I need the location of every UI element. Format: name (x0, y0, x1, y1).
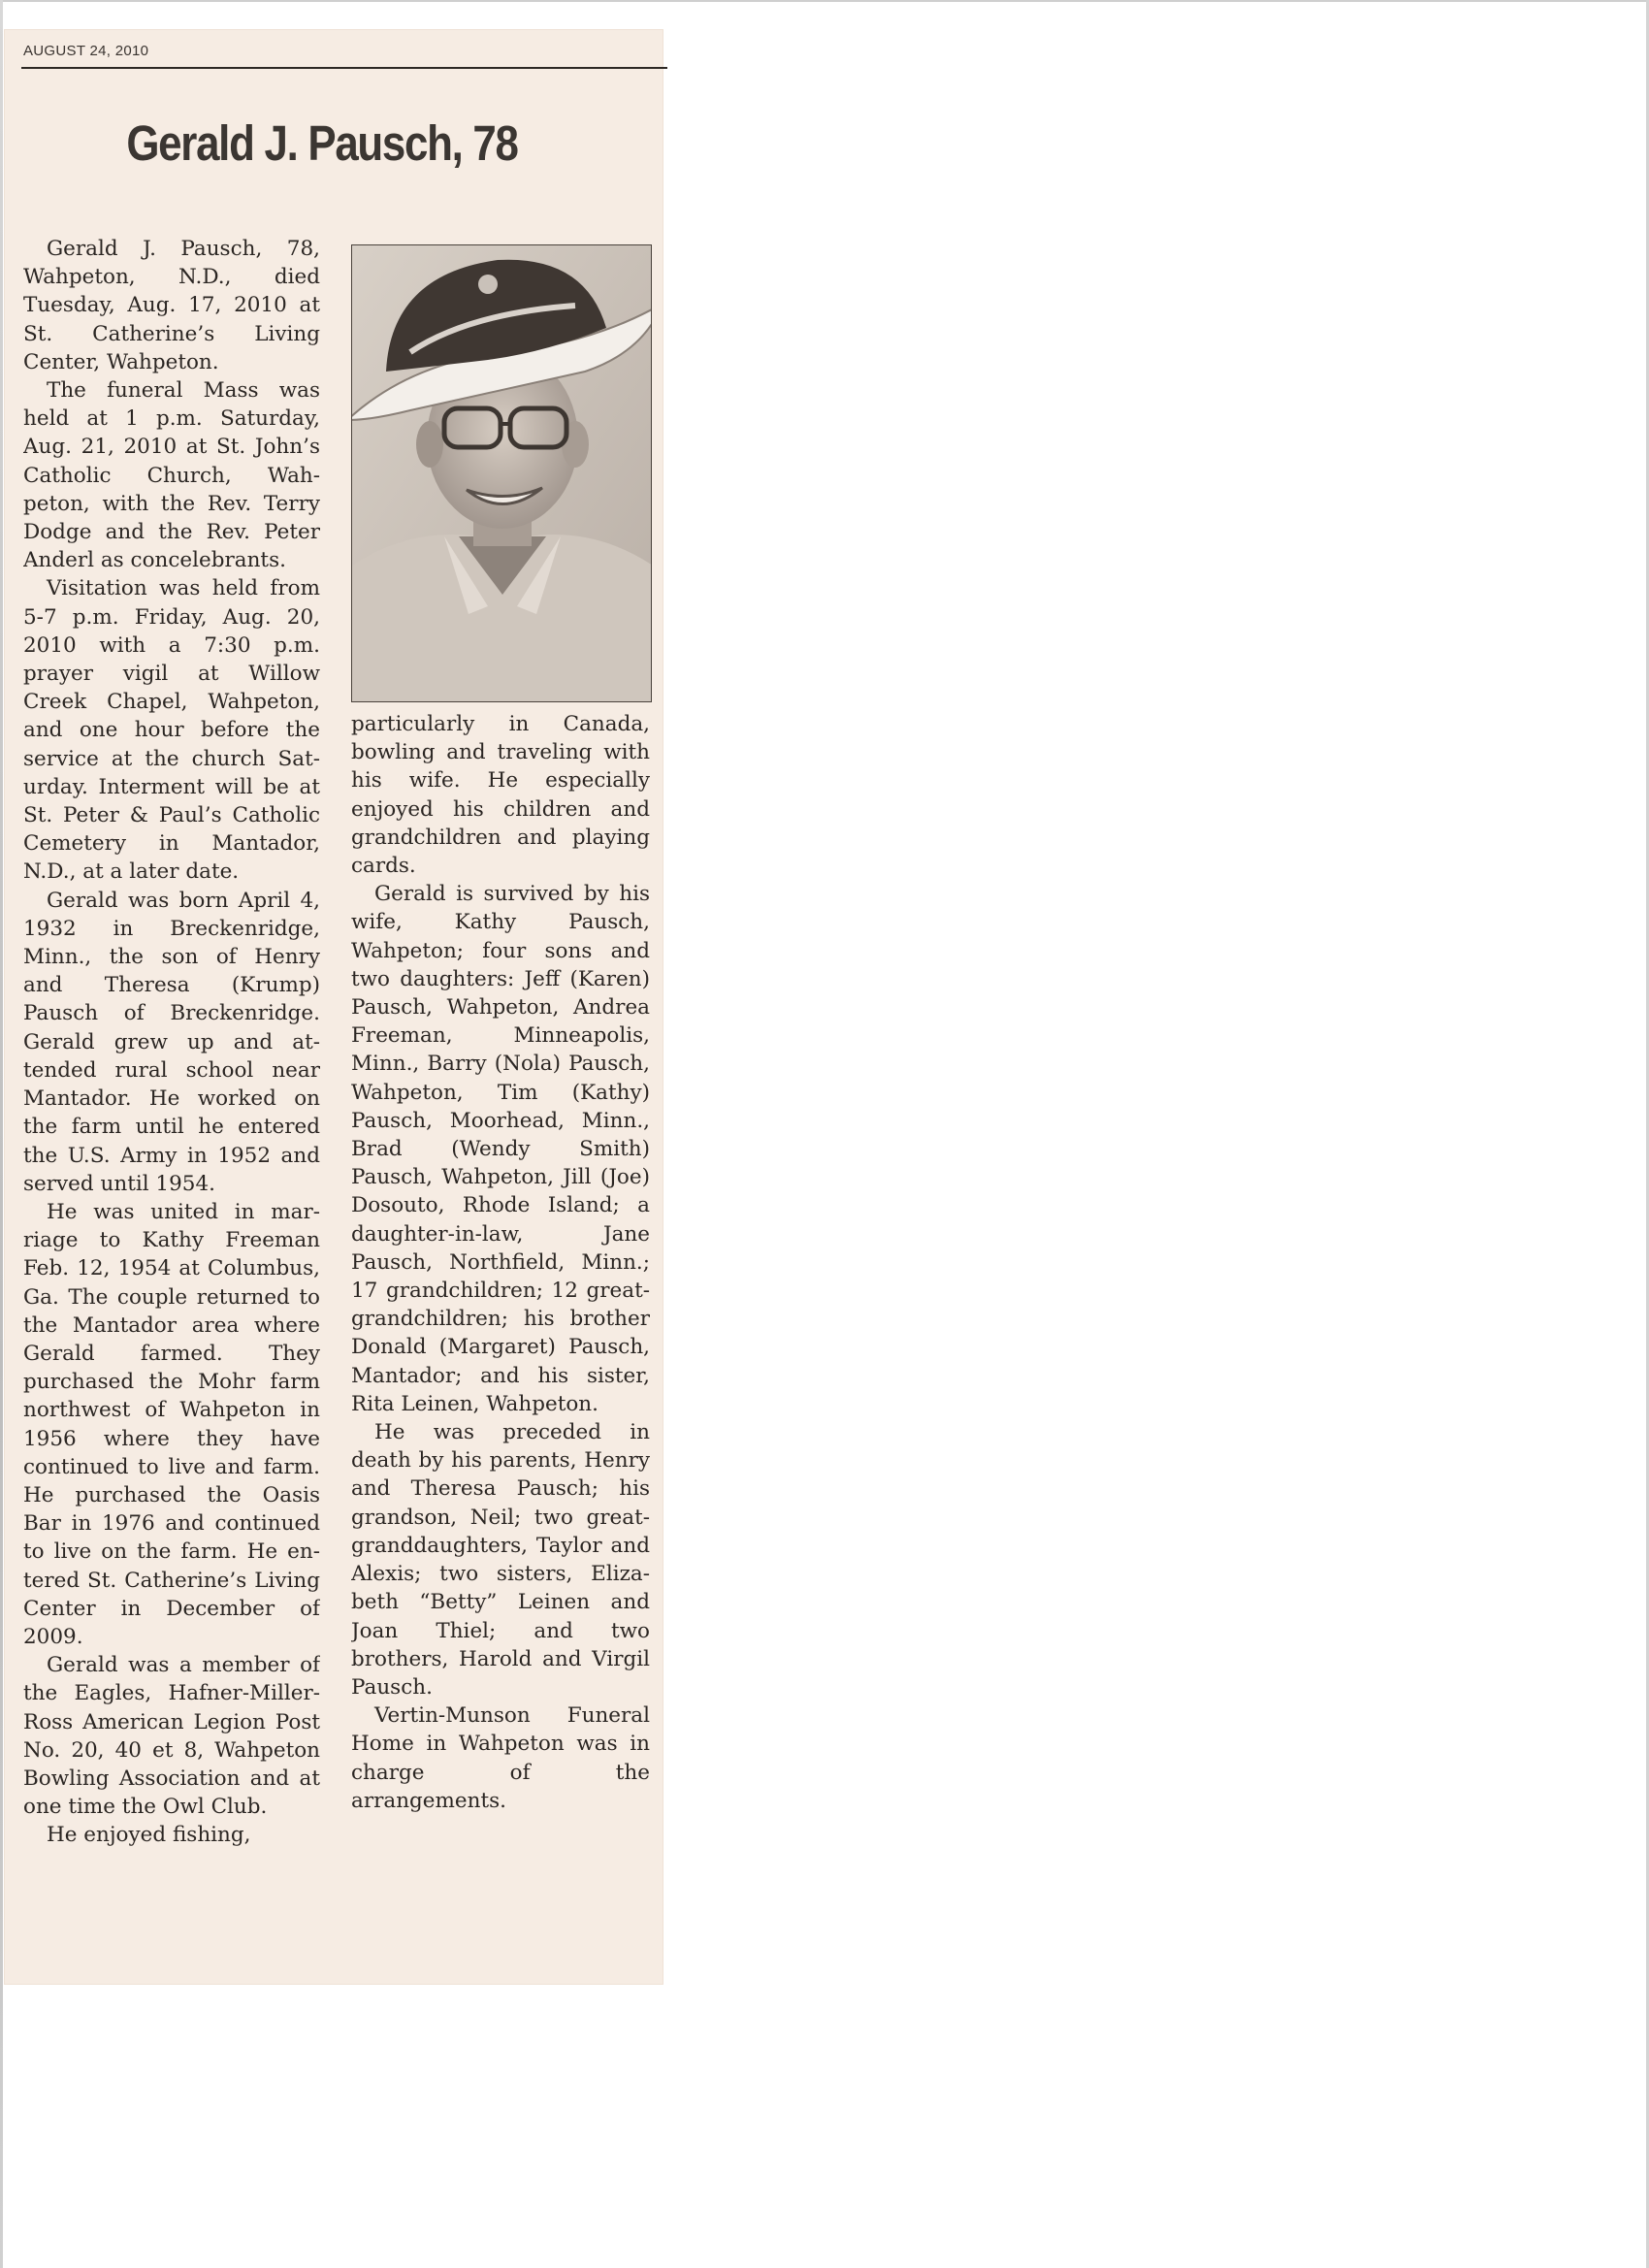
paragraph-funeral: The funeral Mass was held at 1 p.m. Saturday, Aug. 21, 2010 at St. John’s Catholic Church, Wahpeton, with the Rev. Terry Dodge and the Rev. Peter Anderl as concelebrants. (23, 378, 320, 573)
paragraph-birth: Gerald was born April 4, 1932 in Breckenridge, Minn., the son of Henry and Theresa (Krump) Pausch of Breckenridge. Gerald grew up and attended rural school near Mantador. He worked on the farm until he entered the U.S. Army in 1952 and served until 1954. (23, 888, 320, 1196)
left-column (23, 235, 320, 1987)
paragraph-hobbies-continued: particularly in Canada, bowling and traveling with his wife. He especially enjoyed his children and grandchildren and playing cards. (351, 712, 650, 879)
paragraph-memberships: Gerald was a member of the Eagles, Hafner-Miller-Ross American Legion Post No. 20, 40 et 8, Wahpeton Bowling Association and at one time the Owl Club. (23, 1653, 320, 1820)
newspaper-clipping (4, 29, 663, 1985)
scan-edge-left (0, 0, 3, 2268)
portrait-photo (351, 244, 652, 702)
paragraph-death: Gerald J. Pausch, 78, Wahpeton, N.D., died Tuesday, Aug. 17, 2010 at St. Catherine’s Living Center, Wahpeton. (23, 237, 320, 374)
portrait-photo-icon (352, 245, 652, 702)
paragraph-survivors: Gerald is survived by his wife, Kathy Pausch, Wahpeton; four sons and two daughters: Jeff (Karen) Pausch, Wahpeton, Andrea Freeman, Minneapolis, Minn., Barry (Nola) Pausch, Wahpeton, Tim (Kathy) Pausch, Moorhead, Minn., Brad (Wendy Smith) Pausch, Wahpeton, Jill (Joe) Dosouto, Rhode Island; a daughter-in-law, Jane Pausch, Northfield, Minn.; 17 grandchildren; 12 great-grandchildren; his brother Donald (Margaret) Pausch, Mantador; and his sister, Rita Leinen, Wahpeton. (351, 882, 650, 1416)
paragraph-visitation: Visitation was held from 5-7 p.m. Friday, Aug. 20, 2010 with a 7:30 p.m. prayer vigil at Willow Creek Chapel, Wahpeton, and one hour before the service at the church Saturday. Interment will be at St. Peter & Paul’s Catholic Cemetery in Mantador, N.D., at a later date. (23, 576, 320, 885)
paragraph-marriage: He was united in marriage to Kathy Freeman Feb. 12, 1954 at Columbus, Ga. The couple returned to the Mantador area where Gerald farmed. They purchased the Mohr farm northwest of Wahpeton in 1956 where they have continued to live and farm. He purchased the Oasis Bar in 1976 and continued to live on the farm. He entered St. Catherine’s Living Center in December of 2009. (23, 1199, 320, 1649)
dateline: AUGUST 24, 2010 (23, 43, 149, 59)
paragraph-arrangements: Vertin-Munson Funeral Home in Wahpeton was in charge of the arrangements. (351, 1703, 650, 1813)
obituary-headline: Gerald J. Pausch, 78 (126, 115, 518, 171)
header-rule (21, 67, 667, 69)
right-column (351, 710, 650, 2000)
paragraph-hobbies-start: He enjoyed fishing, (47, 1823, 251, 1848)
scan-edge-top (0, 0, 1649, 2)
paragraph-preceded: He was preceded in death by his parents, Henry and Theresa Pausch; his grandson, Neil; two great-granddaughters, Taylor and Alexis; two sisters, Elizabeth “Betty” Leinen and Joan Thiel; and two brothers, Harold and Virgil Pausch. (351, 1420, 650, 1700)
